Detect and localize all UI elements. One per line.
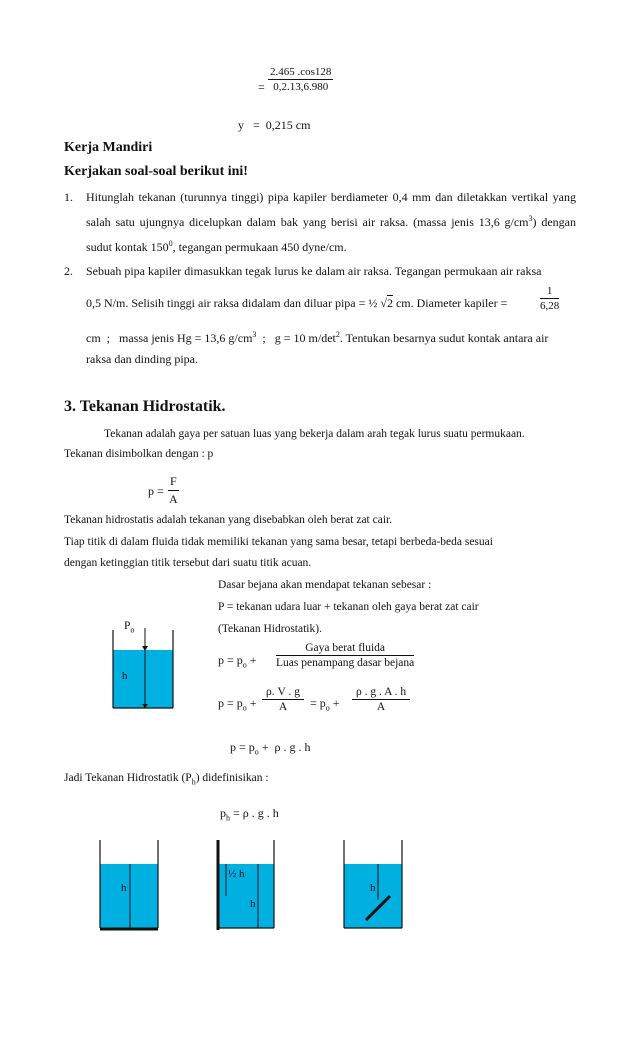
kerja-mandiri-subheading: Kerjakan soal-soal berikut ini! bbox=[64, 164, 248, 179]
formula-2-middle: = $p_o$ + bbox=[310, 696, 340, 713]
section-3-paragraph-1b: Tekanan disimbolkan dengan : p bbox=[64, 448, 214, 460]
ph-formula: $p_h = \rho$ . g . h bbox=[220, 806, 279, 823]
pressure-formula-fraction: $\frac{F}{A}$ bbox=[169, 474, 178, 506]
tank-1-water bbox=[100, 864, 158, 928]
section-3-paragraph-4: dengan ketinggian titik tersebut dari suatu titik acuan. bbox=[64, 557, 312, 569]
formula-2-lhs: $p = p_o$ + bbox=[218, 696, 257, 713]
tank-2-half-h-label: ½ h bbox=[228, 868, 245, 880]
section-3-paragraph-1: Tekanan adalah gaya per satuan luas yang bekerja dalam arah tegak lurus suatu permukaan. bbox=[104, 428, 525, 440]
soal-2-line4: raksa dan dinding pipa. bbox=[86, 352, 198, 366]
top-calc-fraction bbox=[268, 66, 333, 93]
description-line-3: (Tekanan Hidrostatik). bbox=[218, 623, 322, 635]
formula-2-fraction-2: $\frac{\rho . g . A . h}{A}$ bbox=[352, 686, 410, 713]
soal-2-line3: cm ; massa jenis Hg = 13,6 $g/cm^3$ ; g = 10 $m/\det^2$. Tentukan besarnya sudut kontak antara air bbox=[86, 330, 549, 345]
section-3-title: 3. Tekanan Hidrostatik. bbox=[64, 398, 226, 415]
section-3-paragraph-3: Tiap titik di dalam fluida tidak memiliki tekanan yang sama besar, tetapi berbeda-beda sesuai bbox=[64, 536, 493, 548]
tank-po-h-label: h bbox=[122, 670, 128, 682]
tank-2-diagram bbox=[214, 838, 278, 934]
section-3-paragraph-2: Tekanan hidrostatis adalah tekanan yang disebabkan oleh berat zat cair. bbox=[64, 514, 393, 526]
tank-3-water bbox=[344, 864, 402, 928]
tank-2-h-label: h bbox=[250, 898, 256, 910]
tank-3-h-label: h bbox=[370, 882, 376, 894]
sqrt-value: 2 bbox=[386, 296, 393, 310]
kerja-mandiri-heading: Kerja Mandiri bbox=[64, 140, 153, 155]
description-line-1: Dasar bejana akan mendapat tekanan sebesar : bbox=[218, 579, 432, 591]
tank-po-label: $P_o$ bbox=[124, 620, 135, 635]
top-calc-denominator: 0,2.13,6.980 bbox=[273, 81, 329, 93]
soal-2-diameter-fraction: $\frac{1}{6,28}$ bbox=[540, 285, 560, 312]
pressure-formula-lhs: p = bbox=[148, 484, 164, 498]
tank-po-diagram bbox=[100, 628, 190, 718]
top-calc-numerator: 2.465 .cos128 bbox=[270, 66, 332, 78]
formula-1-lhs: $p = p_o$ + bbox=[218, 653, 257, 670]
soal-1-number: 1. bbox=[64, 190, 73, 204]
soal-2-number: 2. bbox=[64, 264, 73, 278]
tank-1-h-label: h bbox=[121, 882, 127, 894]
tank-1-diagram bbox=[98, 838, 162, 934]
top-calc-equals: = bbox=[258, 80, 265, 94]
soal-1-text: Hitunglah tekanan (turunnya tinggi) pipa kapiler berdiameter 0,4 mm dan diletakkan vertikal yang salah satu ujungnya dicelupkan dalam bak yang berisi air raksa. (massa jenis 13,6 $g/cm^3$) dengan sudut kontak $150^0$, tegangan permukaan 450 dyne/cm. bbox=[86, 190, 576, 254]
formula-1-fraction: $\frac{\text{Gaya berat fluida}}{\text{Luas penampang dasar bejana}}$ bbox=[276, 642, 415, 669]
sqrt-symbol: √ bbox=[380, 296, 387, 310]
description-line-2: P = tekanan udara luar + tekanan oleh gaya berat zat cair bbox=[218, 601, 479, 613]
formula-2-fraction-1: $\frac{\rho. V . g}{A}$ bbox=[262, 686, 304, 713]
formula-3: $p = p_o + \rho$ . g . h bbox=[230, 740, 311, 757]
top-calc-y-result: y = 0,215 cm bbox=[238, 118, 311, 132]
jadi-definition: Jadi Tekanan Hidrostatik $(P_h)$ didefinisikan : bbox=[64, 772, 269, 787]
soal-2-line1: Sebuah pipa kapiler dimasukkan tegak lurus ke dalam air raksa. Tegangan permukaan air raksa bbox=[86, 264, 542, 278]
soal-2-line2: 0,5 N/m. Selisih tinggi air raksa didalam dan diluar pipa = ½ √2 cm. Diameter kapiler = bbox=[86, 296, 508, 310]
